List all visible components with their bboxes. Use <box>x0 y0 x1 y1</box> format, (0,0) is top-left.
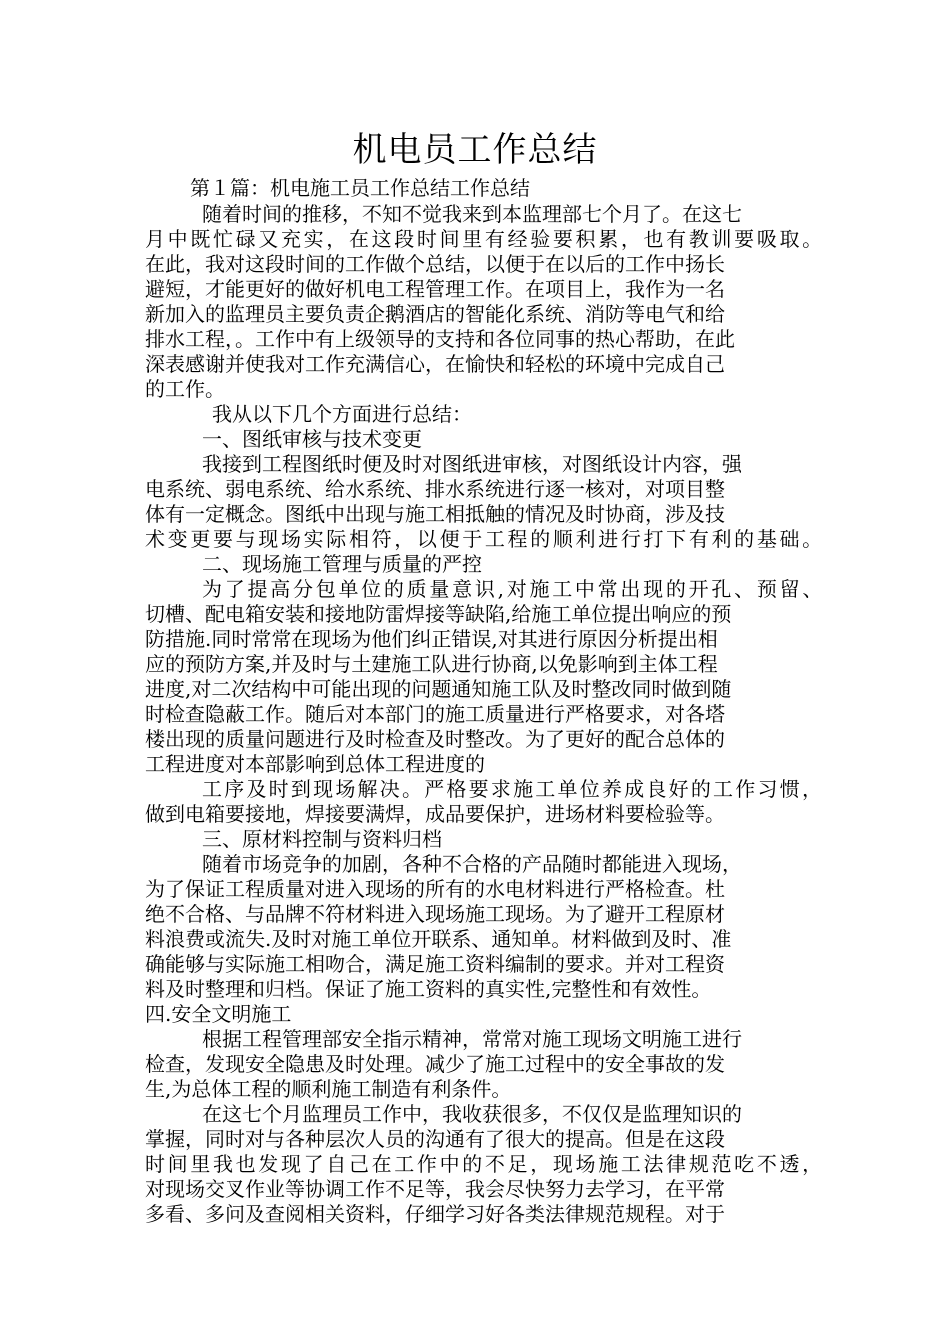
paragraph-line: 时检查隐蔽工作。随后对本部门的施工质量进行严格要求，对各塔 <box>145 702 725 726</box>
paragraph-line: 我接到工程图纸时便及时对图纸进审核，对图纸设计内容，强 <box>202 452 742 476</box>
paragraph-line: 工序及时到现场解决。严格要求施工单位养成良好的工作习惯， <box>202 777 825 801</box>
paragraph-line: 防措施.同时常常在现场为他们纠正错误,对其进行原因分析提出相 <box>145 627 718 651</box>
paragraph-line: 为了保证工程质量对进入现场的所有的水电材料进行严格检查。杜 <box>145 877 725 901</box>
paragraph-line: 避短，才能更好的做好机电工程管理工作。在项目上，我作为一名 <box>145 277 725 301</box>
paragraph-line: 检查，发现安全隐患及时处理。减少了施工过程中的安全事故的发 <box>145 1052 725 1076</box>
paragraph-line: 确能够与实际施工相吻合，满足施工资料编制的要求。并对工程资 <box>145 952 725 976</box>
paragraph-line: 绝不合格、与品牌不符材料进入现场施工现场。为了避开工程原材 <box>145 902 725 926</box>
paragraph-line: 楼出现的质量问题进行及时检查及时整改。为了更好的配合总体的 <box>145 727 725 751</box>
paragraph-line: 根据工程管理部安全指示精神，常常对施工现场文明施工进行 <box>202 1027 742 1051</box>
paragraph-line: 时间里我也发现了自己在工作中的不足，现场施工法律规范吃不透， <box>145 1152 825 1176</box>
document-title: 机电员工作总结 <box>352 130 598 170</box>
paragraph-line: 随着时间的推移，不知不觉我来到本监理部七个月了。在这七 <box>202 202 742 226</box>
paragraph-line: 的工作。 <box>145 377 225 401</box>
paragraph-line: 生,为总体工程的顺利施工制造有利条件。 <box>145 1077 512 1101</box>
section-heading: 二、现场施工管理与质量的严控 <box>202 552 482 576</box>
paragraph-line: 为了提高分包单位的质量意识,对施工中常出现的开孔、预留、 <box>202 577 826 601</box>
paragraph-line: 电系统、弱电系统、给水系统、排水系统进行逐一核对，对项目整 <box>145 477 725 501</box>
paragraph-line: 术变更要与现场实际相符，以便于工程的顺利进行打下有利的基础。 <box>145 527 825 551</box>
document-subtitle: 第１篇：机电施工员工作总结工作总结 <box>190 176 530 200</box>
paragraph-line: 做到电箱要接地，焊接要满焊，成品要保护，进场材料要检验等。 <box>145 802 725 826</box>
paragraph-line: 掌握，同时对与各种层次人员的沟通有了很大的提高。但是在这段 <box>145 1127 725 1151</box>
paragraph-line: 料浪费或流失.及时对施工单位开联系、通知单。材料做到及时、准 <box>145 927 732 951</box>
paragraph-line: 多看、多问及查阅相关资料，仔细学习好各类法律规范规程。对于 <box>145 1202 725 1226</box>
paragraph-line: 工程进度对本部影响到总体工程进度的 <box>145 752 485 776</box>
paragraph-line: 月中既忙碌又充实，在这段时间里有经验要积累，也有教训要吸取。 <box>145 227 825 251</box>
section-heading: 三、原材料控制与资料归档 <box>202 827 442 851</box>
paragraph-line: 料及时整理和归档。保证了施工资料的真实性,完整性和有效性。 <box>145 977 712 1001</box>
paragraph-line: 随着市场竞争的加剧，各种不合格的产品随时都能进入现场， <box>202 852 742 876</box>
paragraph-line: 在这七个月监理员工作中，我收获很多，不仅仅是监理知识的 <box>202 1102 742 1126</box>
paragraph-line: 对现场交叉作业等协调工作不足等，我会尽快努力去学习，在平常 <box>145 1177 725 1201</box>
paragraph-line: 体有一定概念。图纸中出现与施工相抵触的情况及时协商，涉及技 <box>145 502 725 526</box>
paragraph-line: 应的预防方案,并及时与土建施工队进行协商,以免影响到主体工程 <box>145 652 718 676</box>
paragraph-line: 新加入的监理员主要负责企鹅酒店的智能化系统、消防等电气和给 <box>145 302 725 326</box>
paragraph-line: 我从以下几个方面进行总结： <box>212 402 472 426</box>
paragraph-line: 进度,对二次结构中可能出现的问题通知施工队及时整改同时做到随 <box>145 677 732 701</box>
paragraph-line: 排水工程，。工作中有上级领导的支持和各位同事的热心帮助，在此 <box>145 327 735 351</box>
paragraph-line: 深表感谢并使我对工作充满信心，在愉快和轻松的环境中完成自己 <box>145 352 725 376</box>
section-heading: 一、图纸审核与技术变更 <box>202 427 422 451</box>
section-heading: 四.安全文明施工 <box>145 1002 292 1026</box>
paragraph-line: 切槽、配电箱安装和接地防雷焊接等缺陷,给施工单位提出响应的预 <box>145 602 732 626</box>
paragraph-line: 在此，我对这段时间的工作做个总结，以便于在以后的工作中扬长 <box>145 252 725 276</box>
